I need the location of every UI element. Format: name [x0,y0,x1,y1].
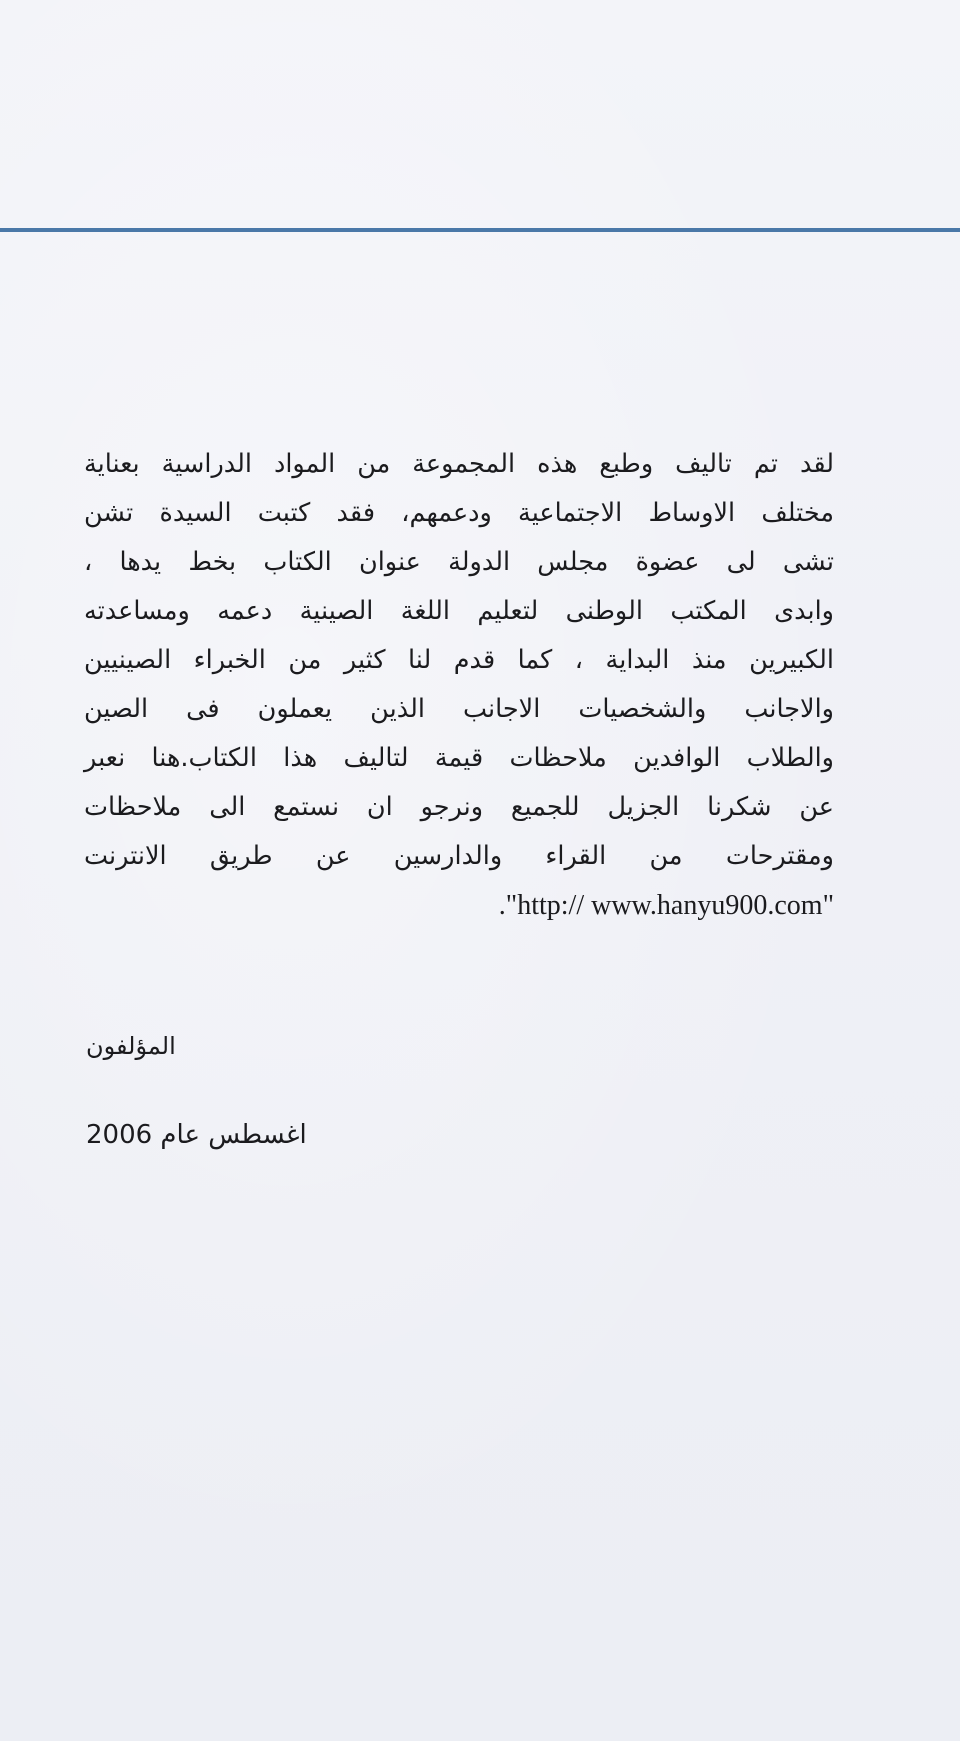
preface-line: الكبيرين منذ البداية ، كما قدم لنا كثير من الخبراء الصينيين [84,645,834,675]
preface-paragraph [84,440,834,930]
preface-line: تشى لى عضوة مجلس الدولة عنوان الكتاب بخط يدها ، [84,547,834,577]
preface-line: لقد تم تاليف وطبع هذه المجموعة من المواد الدراسية بعناية [84,449,834,479]
preface-line: والاجانب والشخصيات الاجانب الذين يعملون فى الصين [84,694,834,724]
preface-line: والطلاب الوافدين ملاحظات قيمة لتاليف هذا الكتاب.هنا نعبر [84,743,834,773]
preface-url-line: ."http:// www.hanyu900.com" [498,890,834,921]
signature-authors: المؤلفون [86,1032,176,1060]
signature-date: اغسطس عام 2006 [86,1120,307,1150]
preface-line: عن شكرنا الجزيل للجميع ونرجو ان نستمع الى ملاحظات [84,792,834,822]
preface-line: وابدى المكتب الوطنى لتعليم اللغة الصينية دعمه ومساعدته [84,596,834,626]
preface-line: مختلف الاوساط الاجتماعية ودعمهم، فقد كتبت السيدة تشن [84,498,834,528]
preface-line: ومقترحات من القراء والدارسين عن طريق الانترنت [84,841,834,871]
header-rule [0,228,960,232]
